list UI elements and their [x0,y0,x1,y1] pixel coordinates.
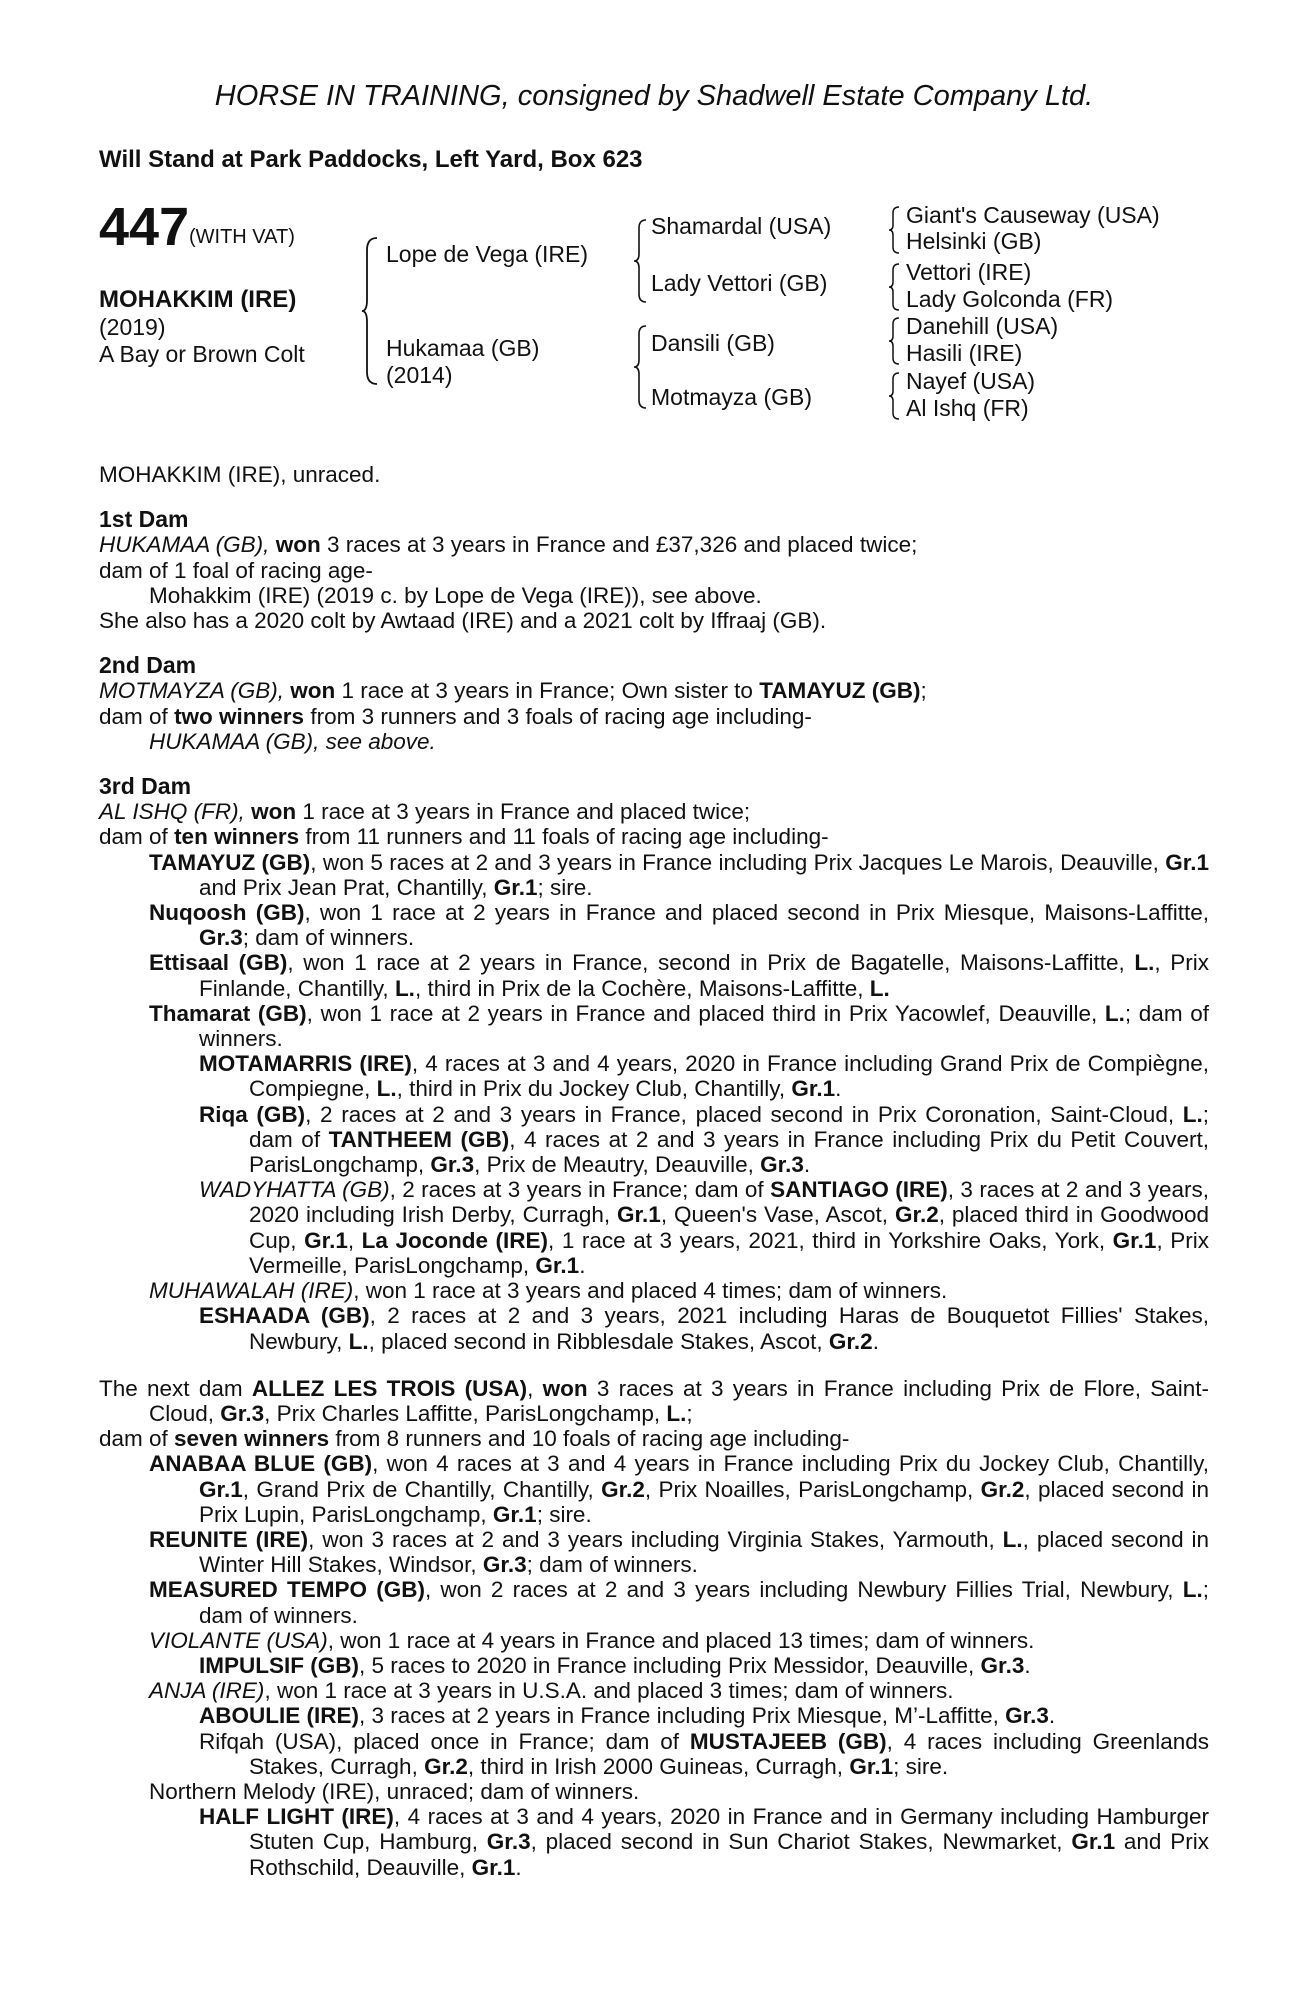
produce-anabaa-blue: ANABAA BLUE (GB), won 4 races at 3 and 4 years in France including Prix du Jockey Club, Chantilly, Gr.1, Grand Prix de Chantilly, Chantilly, Gr.2, Prix Noailles, ParisLongchamp, Gr.2, placed second in Prix Lupin, ParisLongchamp, Gr.1; sire. [149,1451,1209,1527]
produce-anja: ANJA (IRE), won 1 race at 3 years in U.S.A. and placed 3 times; dam of winners. [149,1678,954,1704]
pedigree-dam: Hukamaa (GB) [386,335,540,361]
produce-measured-tempo: MEASURED TEMPO (GB), won 2 races at 2 and 3 years including Newbury Fillies Trial, Newbury, L.; dam of winners. [149,1577,1209,1628]
next-dam-line: The next dam ALLEZ LES TROIS (USA), won 3 races at 3 years in France including Prix de Flore, Saint-Cloud, Gr.3, Prix Charles Laffitte, ParisLongchamp, L.; [99,1375,1209,1426]
lot-vat: (WITH VAT) [189,226,295,248]
pedigree-sdd: Lady Golconda (FR) [906,286,1114,312]
pedigree-brace-dam [632,324,648,410]
produce-reunite: REUNITE (IRE), won 3 races at 2 and 3 years including Virginia Stakes, Yarmouth, L., placed second in Winter Hill Stakes, Windsor, Gr.3; dam of winners. [149,1526,1210,1578]
pedigree-dam-dam: Motmayza (GB) [651,384,813,410]
third-dam-line: AL ISHQ (FR), won 1 race at 3 years in France and placed twice; [99,799,751,825]
pedigree-dss: Danehill (USA) [906,313,1059,339]
produce-aboulie: ABOULIE (IRE), 3 races at 2 years in France including Prix Miesque, M’-Laffitte, Gr.3. [199,1703,1056,1729]
horse-meta [99,314,305,368]
pedigree-dam-year: (2014) [386,362,453,388]
pedigree-sss: Giant's Causeway (USA) [906,202,1160,228]
pedigree-sire: Lope de Vega (IRE) [386,241,589,267]
produce-northern-melody: Northern Melody (IRE), unraced; dam of winners. [149,1778,640,1804]
produce-impulsif: IMPULSIF (GB), 5 races to 2020 in France including Prix Messidor, Deauville, Gr.3. [199,1652,1031,1678]
second-dam-line: MOTMAYZA (GB), won 1 race at 3 years in France; Own sister to TAMAYUZ (GB); [99,678,927,704]
first-dam-foal-entry: Mohakkim (IRE) (2019 c. by Lope de Vega (IRE)), see above. [149,582,762,608]
produce-record [99,462,1209,1880]
third-dam-heading: 3rd Dam [99,773,192,800]
pedigree-dam-sire: Dansili (GB) [651,330,775,356]
produce-thamarat: Thamarat (GB), won 1 race at 2 years in France and placed third in Prix Yacowlef, Deauville, L.; dam of winners. [149,1000,1209,1052]
produce-riqa: Riqa (GB), 2 races at 2 and 3 years in France, placed second in Prix Coronation, Saint-Cloud, L.; dam of TANTHEEM (GB), 4 races at 2 and 3 years in France including Prix du Petit Couvert, ParisLongchamp, Gr.3, Prix de Meautry, Deauville, Gr.3. [199,1101,1210,1178]
pedigree-brace-g3-4 [887,371,901,421]
first-dam-heading: 1st Dam [99,506,189,533]
produce-muhawalah: MUHAWALAH (IRE), won 1 race at 3 years and placed 4 times; dam of winners. [149,1278,948,1304]
horse-name: MOHAKKIM (IRE) [99,286,297,313]
pedigree-ddd: Al Ishq (FR) [906,395,1029,421]
produce-half-light: HALF LIGHT (IRE), 4 races at 3 and 4 years, 2020 in France and in Germany including Hamburger Stuten Cup, Hamburg, Gr.3, placed second in Sun Chariot Stakes, Newmarket, Gr.1 and Prix Rothschild, Deauville, Gr.1. [199,1804,1210,1880]
pedigree-brace-g3-3 [887,316,901,366]
pedigree-brace-sire [632,218,648,304]
horse-description: A Bay or Brown Colt [99,341,305,367]
pedigree-brace-g3-2 [887,262,901,312]
pedigree-brace-main [361,236,381,386]
pedigree-sire-dam: Lady Vettori (GB) [651,270,828,296]
produce-tamayuz: TAMAYUZ (GB), won 5 races at 2 and 3 years in France including Prix Jacques Le Marois, Deauville, Gr.1 and Prix Jean Prat, Chantilly, Gr.1; sire. [149,849,1209,900]
horse-year: (2019) [99,314,166,340]
produce-eshaada: ESHAADA (GB), 2 races at 2 and 3 years, 2021 including Haras de Bouquetot Fillies' Stakes, Newbury, L., placed second in Ribblesdale Stakes, Ascot, Gr.2. [199,1303,1209,1354]
next-dam-winners: dam of seven winners from 8 runners and 10 foals of racing age including- [99,1426,850,1452]
second-dam-winners: dam of two winners from 3 runners and 3 foals of racing age including- [99,703,812,729]
intro-line: MOHAKKIM (IRE), unraced. [99,462,381,487]
produce-violante: VIOLANTE (USA), won 1 race at 4 years in France and placed 13 times; dam of winners. [149,1627,1035,1653]
lot-number: 447 [99,197,190,257]
stand-location: Will Stand at Park Paddocks, Left Yard, Box 623 [99,146,643,173]
produce-rifqah: Rifqah (USA), placed once in France; dam of MUSTAJEEB (GB), 4 races including Greenlands Stakes, Curragh, Gr.2, third in Irish 2000 Guineas, Curragh, Gr.1; sire. [199,1728,1209,1779]
second-dam-heading: 2nd Dam [99,652,197,679]
pedigree-sds: Vettori (IRE) [906,259,1032,285]
produce-motamarris: MOTAMARRIS (IRE), 4 races at 3 and 4 years, 2020 in France including Grand Prix de Compiègne, Compiegne, L., third in Prix du Jockey Club, Chantilly, Gr.1. [199,1051,1209,1102]
first-dam-foals: dam of 1 foal of racing age- [99,557,373,583]
pedigree-dsd: Hasili (IRE) [906,340,1023,366]
produce-nuqoosh: Nuqoosh (GB), won 1 race at 2 years in France and placed second in Prix Miesque, Maisons-Laffitte, Gr.3; dam of winners. [149,900,1209,951]
pedigree-dds: Nayef (USA) [906,368,1036,394]
pedigree-brace-g3-1 [887,205,901,255]
pedigree-sire-sire: Shamardal (USA) [651,213,832,239]
consignor-header: HORSE IN TRAINING, consigned by Shadwell Estate Company Ltd. [214,80,1094,112]
third-dam-winners: dam of ten winners from 11 runners and 11 foals of racing age including- [99,824,829,850]
first-dam-line: HUKAMAA (GB), won 3 races at 3 years in France and £37,326 and placed twice; [99,532,918,558]
produce-ettisaal: Ettisaal (GB), won 1 race at 2 years in France, second in Prix de Bagatelle, Maisons-Laffitte, L., Prix Finlande, Chantilly, L., third in Prix de la Cochère, Maisons-Laffitte, L. [149,950,1209,1001]
produce-wadyhatta: WADYHATTA (GB), 2 races at 3 years in France; dam of SANTIAGO (IRE), 3 races at 2 and 3 years, 2020 including Irish Derby, Curragh, Gr.1, Queen's Vase, Ascot, Gr.2, placed third in Goodwood Cup, Gr.1, La Joconde (IRE), 1 race at 3 years, 2021, third in Yorkshire Oaks, York, Gr.1, Prix Vermeille, ParisLongchamp, Gr.1. [199,1177,1209,1278]
first-dam-also: She also has a 2020 colt by Awtaad (IRE) and a 2021 colt by Iffraaj (GB). [99,608,827,634]
second-dam-entry: HUKAMAA (GB), see above. [149,728,436,754]
pedigree-ssd: Helsinki (GB) [906,228,1042,254]
